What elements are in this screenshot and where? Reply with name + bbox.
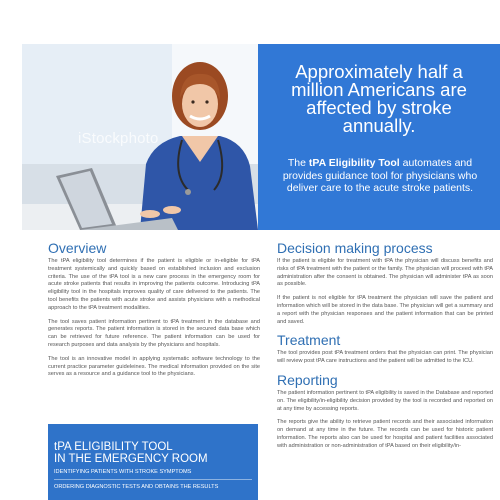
nurse-with-laptop-photo [22, 44, 258, 230]
decision-paragraph: If the patient is eligible for treatment with tPA the physician will discuss benefits and risks of tPA treatment with the patient or the family. The physician will proceed with tPA administration after the consent is obtained. The physician will administer tPA as soon as possible. [277, 258, 493, 288]
reporting-paragraph: The patient information pertinent to tPA eligibility is saved in the Database and reported on. The eligibility/in-eligibility decision provided by the tool is recorded and reported on at any time by accessing reports. [277, 389, 493, 412]
hero-intro-suffix: automates and provides guidance tool for physicians who deliver care to the acute stroke patients. [282, 157, 478, 194]
overview-heading: Overview [48, 240, 107, 256]
hero-banner [22, 44, 500, 230]
er-list-item: IDENTIFYING PATIENTS WITH STROKE SYMPTOMS [54, 469, 192, 475]
decision-paragraph: If the patient is not eligible for tPA treatment the physician will save the patient and information which will be stored in the data base. The physician will get a summary and a report with the physician responses and the patient information that can be printed and saved. [277, 295, 493, 325]
er-list-item: ORDERING DIAGNOSTIC TESTS AND OBTAINS THE RESULTS [54, 484, 219, 490]
reporting-paragraph: The reports give the ability to retrieve patient records and their associated information on demand at any time in the future. The records can be used for historic patient information. The reports also can be used for hospital and patient facilities associated with administration or non-administration of tPA based on their eligibility/in- [277, 419, 493, 449]
overview-paragraph: The tPA eligibility tool determines if the patient is eligible or in-eligible for tPA treatment systemically and quickly based on established inclusion and exclusion criteria. The use of the tPA tool is a new care process in the emergency room for acute stroke patients that results in improving the patients outcome. Introducing tPA eligibility tool in the hospitals improves quality of care delivered to the patients. The tool benefits the patients with acute stroke and assists physicians with a methodical approach to the tPA treatment modalities. [48, 258, 260, 311]
hero-headline: Approximately half a million Americans are affected by stroke annually. [291, 61, 467, 136]
hero-intro-prefix: The [287, 157, 309, 169]
er-box-title [54, 441, 208, 465]
hero-intro [280, 157, 480, 195]
hero-text-panel [258, 44, 500, 230]
brochure-page [22, 0, 500, 500]
overview-paragraph: The tool saves patient information pertinent to tPA treatment in the database and generates reports. The patient information is stored in the secured data base which can be retrieved for future reference. The patient information can be used for research purposes and data analysis by the physicians and hospitals. [48, 318, 260, 348]
decision-heading: Decision making process [277, 240, 433, 256]
left-column [48, 240, 260, 385]
treatment-heading: Treatment [277, 332, 341, 349]
er-divider [54, 479, 252, 480]
emergency-room-box [48, 424, 258, 500]
stock-watermark: iStockphoto [78, 130, 159, 147]
er-title-line: IN THE EMERGENCY ROOM [54, 453, 208, 465]
reporting-heading: Reporting [277, 371, 338, 388]
overview-paragraph: The tool is an innovative model in applying systematic software technology to the current practice parameter guideleines. The medical information provided on the site serves as a resource and a guidance tool to the physicians. [48, 355, 260, 378]
treatment-paragraph: The tool provides post tPA treatment orders that the physician can print. The physician will review post tPA care instructions and the patient will be admitted to the ICU. [277, 350, 493, 365]
er-title-line: tPA ELIGIBILITY TOOL [54, 441, 173, 453]
tool-name: tPA Eligibility Tool [308, 157, 400, 169]
right-column [277, 240, 493, 457]
